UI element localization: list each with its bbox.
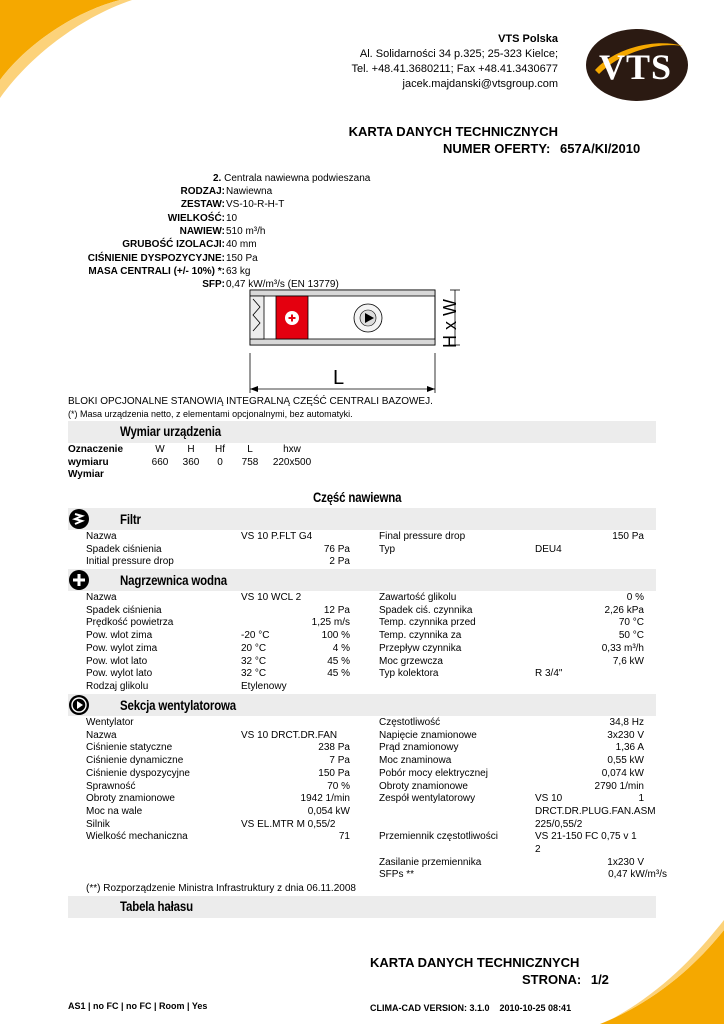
fan-footnote: (**) Rozporządzenie Ministra Infrastruktury z dnia 06.11.2008 [86,883,356,894]
row-label: Przepływ czynnika [379,642,462,654]
row-label: SFPs ** [379,869,415,881]
row-label: Prąd znamionowy [379,742,459,754]
row-value: 45 % [327,668,350,680]
row-label: Spadek ciś. czynnika [379,604,473,616]
param-label: SFP: [202,279,225,291]
fan-play-icon [69,695,89,715]
row-label: Typ [379,543,396,555]
unit-number: 2. [213,173,222,184]
row-value: 3x230 V [607,729,644,741]
row-label: Spadek ciśnienia [86,604,162,616]
noise-title: Tabela hałasu [120,898,193,914]
row-mid: VS 10 WCL 2 [241,592,302,603]
dim-header: H [187,444,195,455]
param-value: 150 Pa [226,252,258,264]
row-label: Ciśnienie dyspozycyjne [86,767,190,779]
dim-value: 220x500 [272,457,312,468]
part-title: Część nawiewna [313,489,402,505]
row-value: 0,55 kW [607,755,644,767]
mass-note: (*) Masa urządzenia netto, z elementami opcjonalnymi, bez automatyki. [68,409,353,419]
row-label: Ciśnienie dynamiczne [86,755,184,767]
filter-title: Filtr [120,511,141,527]
row-mid: VS 10 P.FLT G4 [241,531,313,542]
row-label: Spadek ciśnienia [86,543,162,555]
filter-header [68,508,656,530]
param-label: GRUBOŚĆ IZOLACJI: [122,239,225,251]
param-label: CIŚNIENIE DYSPOZYCYJNE: [87,252,225,264]
row-label: Wielkość mechaniczna [86,831,188,843]
dim-value: 660 [151,457,169,468]
row-label: Moc na wale [86,805,143,817]
dim-value: 360 [182,457,200,468]
row-mid: 225/0,55/2 [535,818,583,830]
corner-swoosh-bottom-right [600,920,724,1024]
dim-value: 0 [217,457,223,468]
row-label: Napięcie znamionowe [379,729,477,741]
dim-header: hxw [283,444,301,455]
row-label: Final pressure drop [379,531,466,542]
row-value: 12 Pa [323,604,350,616]
company-email: jacek.majdanski@vtsgroup.com [402,78,558,90]
row-label: Silnik [86,818,110,830]
row-mid: 2 [535,844,541,855]
row-value: 0,074 kW [601,767,644,779]
row-value: 0,47 kW/m³/s [608,869,667,881]
row-label: Initial pressure drop [86,556,174,568]
offer-number: 657A/KI/2010 [560,141,641,156]
param-value: 0,47 kW/m³/s (EN 13779) [226,279,339,291]
row-value: 34,8 Hz [609,717,644,728]
row-value: 0,33 m³/h [601,642,644,654]
row-value: 2,26 kPa [604,604,644,616]
row-value: 71 [338,831,350,843]
row-label: Pow. wylot zima [86,642,158,654]
row-mid: VS 21-150 FC 0,75 v 1 [535,831,637,843]
param-label: ZESTAW: [180,199,225,211]
row-label: Nazwa [86,729,117,741]
row-value: 1942 1/min [300,793,350,805]
page-value: 1/2 [590,972,609,987]
page-label: STRONA: [522,972,582,987]
row-label: Pow. wlot zima [86,630,153,642]
param-label: RODZAJ: [180,186,225,197]
dim-value: 758 [241,457,259,468]
dimensions-title: Wymiar urządzenia [120,423,222,439]
offer-line [443,141,640,156]
param-label: NAWIEW: [179,225,225,237]
dim-label-1: Oznaczenie [68,444,124,455]
footer-version: CLIMA-CAD VERSION: 3.1.0 2010-10-25 08:41 [370,1003,572,1013]
row-label: Zasilanie przemiennika [379,856,482,868]
row-label: Obroty znamionowe [86,793,175,805]
fan-title: Sekcja wentylatorowa [120,697,237,713]
row-label: Moc grzewcza [379,655,443,667]
param-value: Nawiewna [226,186,273,197]
row-value: 150 Pa [612,531,644,542]
corner-swoosh-top-left [0,0,140,110]
row-label: Obroty znamionowe [379,780,468,792]
filter-icon [69,509,89,529]
footer-config: AS1 | no FC | no FC | Room | Yes [68,1001,208,1011]
row-label: Nazwa [86,592,117,603]
row-mid: DRCT.DR.PLUG.FAN.ASM [535,805,656,817]
doc-title: KARTA DANYCH TECHNICZNYCH [348,124,558,139]
param-value: 40 mm [226,239,257,251]
row-value: 7,6 kW [612,655,644,667]
row-value: 1,36 A [615,742,644,754]
row-value: 2790 1/min [594,780,644,792]
row-value: 4 % [332,642,350,654]
company-phone: Tel. +48.41.3680211; Fax +48.41.3430677 [351,63,558,75]
row-value: 238 Pa [318,742,350,754]
row-label: Sprawność [86,780,136,792]
diagram-l-label: L [333,367,345,389]
row-value: 1x230 V [607,856,644,868]
row-mid: DEU4 [535,543,562,555]
row-mid: 20 °C [241,642,267,654]
param-value: 10 [226,212,238,224]
unit-name: Centrala nawiewna podwieszana [224,173,371,184]
row-value: 2 Pa [329,556,350,568]
vts-logo [585,28,689,102]
dim-header: Hf [215,444,225,455]
row-mid: R 3/4" [535,668,563,680]
optional-blocks-note: BLOKI OPCJONALNE STANOWIĄ INTEGRALNĄ CZĘŚĆ CENTRALI BAZOWEJ. [68,396,433,407]
row-mid: VS 10 DRCT.DR.FAN [241,729,338,741]
dim-label-3: Wymiar [68,469,104,480]
row-label: Temp. czynnika przed [379,617,476,629]
unit-header [213,173,370,184]
footer-title: KARTA DANYCH TECHNICZNYCH [370,955,580,970]
row-label: Nazwa [86,531,117,542]
row-mid: 32 °C [241,655,267,667]
param-value: VS-10-R-H-T [226,199,285,211]
row-value: 100 % [321,630,350,642]
row-value: 1 [638,793,644,805]
dim-header: L [247,444,253,455]
row-value: 76 Pa [323,543,350,555]
heater-title: Nagrzewnica wodna [120,572,227,588]
row-value: 1,25 m/s [311,617,350,629]
row-label: Temp. czynnika za [379,630,462,642]
row-label: Zawartość glikolu [379,592,457,603]
row-label: Wentylator [86,717,134,728]
row-label: Typ kolektora [379,668,439,680]
row-value: 0,054 kW [307,805,350,817]
param-label: WIELKOŚĆ: [167,212,225,224]
row-label: Zespół wentylatorowy [379,793,476,805]
row-value: 7 Pa [329,755,350,767]
offer-label: NUMER OFERTY: [443,141,551,156]
row-value: 45 % [327,655,350,667]
heater-plus-icon [69,570,89,590]
param-value: 63 kg [226,265,251,277]
company-name: VTS Polska [498,33,558,45]
param-value: 510 m³/h [226,225,266,237]
row-label: Ciśnienie statyczne [86,742,173,754]
row-label: Prędkość powietrza [86,617,174,629]
footer-page [522,972,609,987]
dim-label-2: wymiaru [68,457,109,468]
row-mid: VS 10 [535,793,563,805]
row-value: 70 °C [618,617,644,629]
dim-header: W [155,444,165,455]
row-value: 0 % [626,592,644,603]
row-label: Pobór mocy elektrycznej [379,767,488,779]
company-address: Al. Solidarności 34 p.325; 25-323 Kielce; [359,48,558,60]
logo-text: VTS [599,47,673,87]
row-value: 50 °C [618,630,644,642]
row-label: Pow. wlot lato [86,655,148,667]
row-mid: 32 °C [241,668,267,680]
row-label: Moc znaminowa [379,755,452,767]
row-value: 150 Pa [318,767,350,779]
row-value: 70 % [327,780,350,792]
row-label: Rodzaj glikolu [86,680,149,692]
diagram-hxw-label: H x W [440,299,460,348]
row-mid: VS EL.MTR M 0,55/2 [241,818,336,830]
param-label: MASA CENTRALI (+/- 10%) *: [88,265,225,277]
row-label: Przemiennik częstotliwości [379,831,498,843]
row-label: Pow. wylot lato [86,668,153,680]
row-label: Częstotliwość [379,717,441,728]
row-mid: -20 °C [241,630,270,642]
row-mid: Etylenowy [241,680,287,692]
